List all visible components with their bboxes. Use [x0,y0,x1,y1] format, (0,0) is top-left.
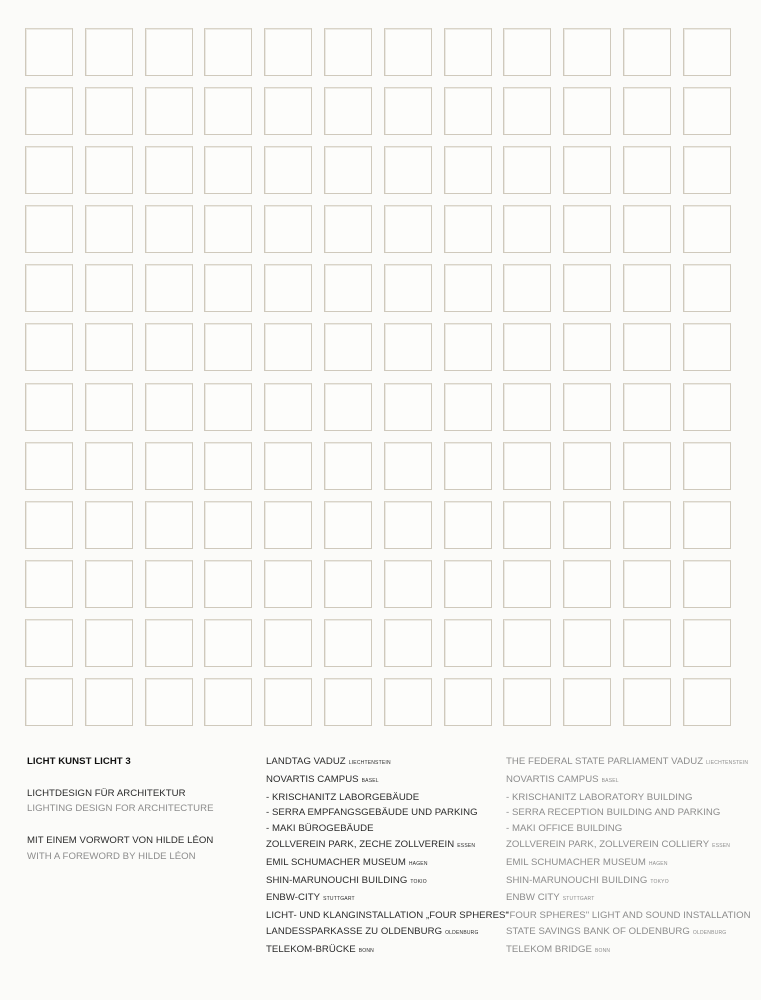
project-city: HAGEN [408,860,428,867]
grid-square [85,87,133,135]
project-entry [506,855,756,873]
project-name: LICHT- UND KLANGINSTALLATION „FOUR SPHERES“ [266,910,509,922]
grid-square [384,383,432,431]
grid-square [623,146,671,194]
grid-square [324,678,372,726]
project-entry [266,754,501,772]
grid-square [623,87,671,135]
grid-square [503,383,551,431]
grid-square [324,323,372,371]
project-name: TELEKOM-BRÜCKE [266,943,356,955]
grid-square [503,323,551,371]
project-city: LIECHTENSTEIN [348,760,391,766]
grid-square [85,28,133,76]
grid-square [85,146,133,194]
grid-square [324,383,372,431]
grid-square [85,323,133,371]
grid-square [444,146,492,194]
project-city: STUTTGART [323,896,355,903]
grid-square [25,205,73,253]
project-list-german [266,754,509,960]
grid-square [623,501,671,549]
project-name: TELEKOM BRIDGE [506,943,592,955]
project-entry [266,855,501,873]
project-city: BONN [358,947,374,954]
project-name: STATE SAVINGS BANK OF OLDENBURG [506,925,690,937]
grid-square [503,205,551,253]
grid-square [503,678,551,726]
project-entry [506,805,756,821]
grid-square [204,205,252,253]
grid-square [204,264,252,312]
project-entry [266,821,501,837]
grid-square [503,442,551,490]
grid-square [623,264,671,312]
grid-square [384,678,432,726]
project-name: LANDESSPARKASSE ZU OLDENBURG [266,925,443,937]
grid-square [683,146,731,194]
grid-square [503,619,551,667]
grid-square [204,323,252,371]
grid-square [85,560,133,608]
project-name: - SERRA RECEPTION BUILDING AND PARKING [506,807,721,819]
project-entry [266,924,501,942]
grid-square [384,560,432,608]
grid-square [563,205,611,253]
grid-square [683,678,731,726]
project-name: ENBW-CITY [266,892,321,904]
grid-square [563,264,611,312]
grid-square [264,501,312,549]
project-name: THE FEDERAL STATE PARLIAMENT VADUZ [506,756,704,767]
grid-square [145,323,193,371]
grid-square [25,264,73,312]
grid-square [503,264,551,312]
grid-square [264,323,312,371]
grid-square [145,205,193,253]
grid-square [145,501,193,549]
grid-square [563,560,611,608]
project-city: OLDENBURG [692,929,727,936]
grid-square [503,87,551,135]
grid-square [145,264,193,312]
project-entry [506,772,756,790]
grid-square [563,383,611,431]
grid-square [145,87,193,135]
grid-square [683,205,731,253]
project-name: SHIN-MARUNOUCHI BUILDING [506,874,648,886]
grid-square [264,619,312,667]
grid-square [264,28,312,76]
grid-square [444,87,492,135]
grid-square [25,678,73,726]
project-name: - MAKI BÜROGEBÄUDE [266,823,374,835]
grid-square [204,146,252,194]
grid-square [85,501,133,549]
grid-square [683,264,731,312]
project-city: BASEL [361,777,379,784]
grid-square [85,442,133,490]
project-entry [506,908,756,924]
project-city: TOKIO [410,878,427,885]
project-entry [266,890,501,908]
grid-square [25,323,73,371]
grid-square [384,28,432,76]
grid-square [563,501,611,549]
project-name: EMIL SCHUMACHER MUSEUM [506,856,646,868]
subtitle-german: LICHTDESIGN FÜR ARCHITEKTUR [27,787,186,799]
foreword-german: MIT EINEM VORWORT VON HILDE LÉON [27,834,214,846]
grid-square [503,28,551,76]
grid-square [683,383,731,431]
grid-square [563,323,611,371]
grid-square [623,205,671,253]
grid-square [563,442,611,490]
grid-square [623,383,671,431]
grid-square [204,560,252,608]
project-entry [266,942,501,960]
grid-square [324,560,372,608]
project-name: ENBW CITY [506,892,560,904]
grid-square [384,205,432,253]
grid-square [25,28,73,76]
grid-square [683,87,731,135]
grid-square [264,442,312,490]
grid-square [324,28,372,76]
grid-square [444,205,492,253]
grid-square [623,28,671,76]
project-city: OLDENBURG [445,929,479,936]
grid-square [623,442,671,490]
project-entry [266,772,501,790]
grid-square [384,264,432,312]
grid-square [85,205,133,253]
grid-square [25,87,73,135]
project-name: - KRISCHANITZ LABORATORY BUILDING [506,791,693,803]
grid-square [204,442,252,490]
project-entry [266,805,501,821]
project-entry [506,924,756,942]
grid-square [264,264,312,312]
grid-square [324,619,372,667]
grid-square [145,619,193,667]
project-name: EMIL SCHUMACHER MUSEUM [266,856,406,868]
project-city: LIECHTENSTEIN [706,760,749,766]
grid-square [85,383,133,431]
grid-square [444,619,492,667]
title-column [27,754,257,865]
grid-square [264,383,312,431]
grid-square [25,501,73,549]
project-city: BASEL [601,777,619,784]
grid-square [25,146,73,194]
grid-square [444,28,492,76]
grid-square [683,501,731,549]
grid-square [683,323,731,371]
project-name: - MAKI OFFICE BUILDING [506,823,623,835]
grid-square [563,619,611,667]
project-entry [266,908,509,924]
project-entry [506,837,756,855]
project-name: LANDTAG VADUZ [266,756,346,767]
grid-square [85,264,133,312]
grid-square [145,442,193,490]
project-name: SHIN-MARUNOUCHI BUILDING [266,874,408,886]
project-name: NOVARTIS CAMPUS [266,773,359,785]
grid-square [264,87,312,135]
grid-square [264,678,312,726]
grid-square [25,383,73,431]
grid-square [324,264,372,312]
grid-square [623,619,671,667]
grid-square [444,442,492,490]
grid-square [623,323,671,371]
project-name: ZOLLVEREIN PARK, ZECHE ZOLLVEREIN [266,838,455,850]
grid-square [324,146,372,194]
grid-square [384,87,432,135]
grid-square [444,264,492,312]
grid-square [85,619,133,667]
project-city: BONN [595,947,611,954]
project-name: ZOLLVEREIN PARK, ZOLLVEREIN COLLIERY [506,838,710,850]
project-entry [266,873,501,891]
grid-square [563,28,611,76]
grid-square [204,87,252,135]
grid-square [503,560,551,608]
grid-square [444,560,492,608]
project-entry [506,873,756,891]
project-name: "FOUR SPHERES" LIGHT AND SOUND INSTALLATION [506,910,751,922]
grid-square [145,146,193,194]
grid-square [85,678,133,726]
grid-square [384,146,432,194]
grid-square [444,678,492,726]
grid-square [384,619,432,667]
project-entry [266,790,501,806]
grid-square [384,501,432,549]
grid-square [623,560,671,608]
project-entry [506,890,756,908]
project-entry [506,821,756,837]
grid-square [384,442,432,490]
grid-square [145,28,193,76]
grid-square [563,87,611,135]
project-name: - KRISCHANITZ LABORGEBÄUDE [266,791,420,803]
grid-square [264,205,312,253]
grid-square [503,146,551,194]
grid-square [204,619,252,667]
grid-square [444,323,492,371]
subtitle-english: LIGHTING DESIGN FOR ARCHITECTURE [27,803,214,815]
project-entry [506,754,756,772]
grid-square [683,442,731,490]
grid-square [563,146,611,194]
grid-square [145,560,193,608]
project-name: NOVARTIS CAMPUS [506,773,599,785]
project-name: - SERRA EMPFANGSGEBÄUDE UND PARKING [266,807,478,819]
grid-square [264,146,312,194]
grid-square [324,87,372,135]
grid-square [444,383,492,431]
grid-square [384,323,432,371]
foreword-english: WITH A FOREWORD BY HILDE LÉON [27,850,196,862]
project-entry [506,942,756,960]
project-city: HAGEN [648,860,668,867]
grid-square [264,560,312,608]
grid-square [25,619,73,667]
project-list-english [506,754,756,960]
grid-square [623,678,671,726]
grid-square [683,560,731,608]
project-city: STUTTGART [562,896,595,903]
grid-square [204,678,252,726]
project-city: ESSEN [712,842,731,849]
grid-square [324,205,372,253]
book-title: LICHT KUNST LICHT 3 [27,756,131,767]
project-city: ESSEN [457,842,476,849]
grid-square [683,28,731,76]
project-city: TOKYO [650,878,669,885]
grid-square [25,442,73,490]
project-entry [506,790,756,806]
grid-square [145,678,193,726]
grid-square [503,501,551,549]
square-grid [25,28,733,728]
grid-square [683,619,731,667]
grid-square [324,442,372,490]
grid-square [444,501,492,549]
grid-square [204,28,252,76]
grid-square [324,501,372,549]
grid-square [145,383,193,431]
grid-square [25,560,73,608]
grid-square [204,501,252,549]
grid-square [563,678,611,726]
grid-square [204,383,252,431]
project-entry [266,837,501,855]
